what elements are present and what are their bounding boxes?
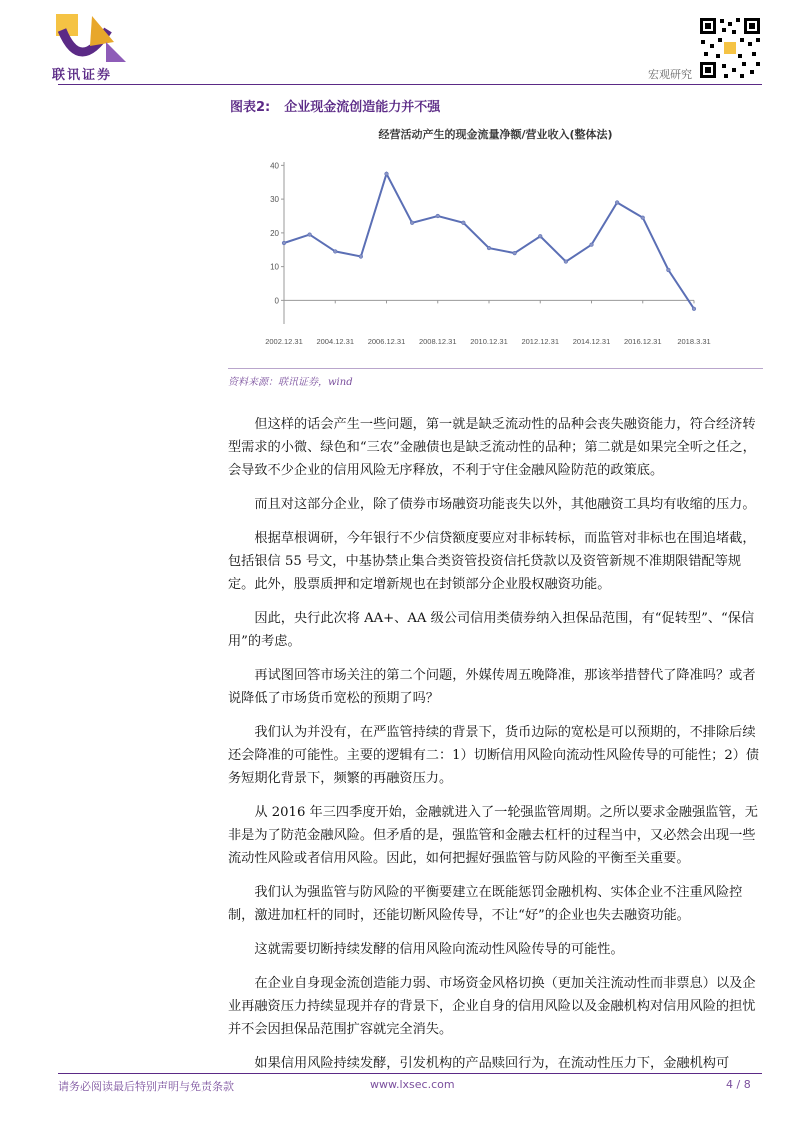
data-point xyxy=(513,251,517,255)
body-paragraph: 这就需要切断持续发酵的信用风险向流动性风险传导的可能性。 xyxy=(254,942,624,957)
body-paragraph: 我们认为并没有，在严监管持续的背景下，货币边际的宽松是可以预期的，不排除后续还会降准的可能性。主要的逻辑有二：1）切断信用风险向流动性风险传导的可能性；2）债务短期化背景下，频繁的再融资压力。 xyxy=(228,725,760,786)
chart-plot xyxy=(228,118,763,368)
x-tick-label: 2002.12.31 xyxy=(265,337,303,346)
footer-divider xyxy=(58,1073,762,1074)
data-point xyxy=(359,255,363,259)
page-number: 4 / 8 xyxy=(726,1078,751,1091)
body-paragraph: 我们认为强监管与防风险的平衡要建立在既能惩罚金融机构、实体企业不注重风险控制，激进加杠杆的同时，还能切断风险传导，不让“好”的企业也失去融资功能。 xyxy=(228,885,743,923)
data-point xyxy=(667,268,671,272)
body-paragraph: 在企业自身现金流创造能力弱、市场资金风格切换（更加关注流动性而非票息）以及企业再融资压力持续显现并存的背景下，企业自身的信用风险以及金融机构对信用风险的担忧并不会因担保品范围扩容就完全消失。 xyxy=(228,976,756,1037)
footer-disclaimer-link[interactable]: 请务必阅读最后特别声明与免责条款 xyxy=(58,1080,234,1093)
data-point xyxy=(641,216,645,220)
y-tick-label: 40 xyxy=(270,161,279,171)
y-tick-label: 30 xyxy=(270,195,279,205)
figure-title xyxy=(230,96,440,115)
data-point xyxy=(385,172,389,176)
company-logo-text: 联讯证券 xyxy=(52,68,113,83)
footer-website-link[interactable]: www.lxsec.com xyxy=(370,1078,455,1091)
body-paragraph: 而且对这部分企业，除了债券市场融资功能丧失以外，其他融资工具均有收缩的压力。 xyxy=(254,497,756,512)
body-text xyxy=(228,413,763,1086)
body-paragraph: 再试图回答市场关注的第二个问题，外媒传周五晚降准，那该举措替代了降准吗？或者说降低了市场货币宽松的预期了吗？ xyxy=(228,668,756,706)
y-tick-label: 10 xyxy=(270,262,279,272)
series-line xyxy=(284,174,694,309)
data-point xyxy=(615,201,619,205)
x-tick-label: 2012.12.31 xyxy=(521,337,560,346)
section-label: 宏观研究 xyxy=(648,68,692,81)
data-point xyxy=(333,250,337,254)
body-paragraph: 从 2016 年三四季度开始，金融就进入了一轮强监管周期。之所以要求金融强监管，无非是为了防范金融风险。但矛盾的是，强监管和金融去杠杆的过程当中，又必然会出现一些流动性风险或者信用风险。因此，如何把握好强监管与防风险的平衡至关重要。 xyxy=(228,805,758,866)
x-tick-label: 2010.12.31 xyxy=(470,337,508,346)
data-point xyxy=(436,214,440,218)
data-point xyxy=(282,241,286,245)
body-paragraph: 如果信用风险持续发酵，引发机构的产品赎回行为，在流动性压力下，金融机构可 xyxy=(254,1056,730,1071)
figure-label: 图表2: xyxy=(230,100,271,115)
y-tick-label: 20 xyxy=(270,228,279,238)
x-tick-label: 2006.12.31 xyxy=(367,337,406,346)
x-tick-label: 2014.12.31 xyxy=(572,337,611,346)
data-point xyxy=(538,234,542,238)
chart xyxy=(228,118,763,368)
data-point xyxy=(410,221,414,225)
x-tick-label: 2018.3.31 xyxy=(677,337,711,346)
x-tick-label: 2004.12.31 xyxy=(316,337,355,346)
chart-title: 经营活动产生的现金流量净额/营业收入(整体法) xyxy=(378,128,613,141)
data-point xyxy=(564,260,568,264)
x-tick-label: 2008.12.31 xyxy=(418,337,457,346)
body-paragraph: 根据草根调研，今年银行不少信贷额度要应对非标转标，而监管对非标也在围追堵截，包括银信 55 号文，中基协禁止集合类资管投资信托贷款以及资管新规不准期限错配等规定。此外，股票质押和定增新规也在封锁部分企业股权融资功能。 xyxy=(228,531,756,592)
source-divider xyxy=(228,368,763,369)
data-point xyxy=(308,233,312,237)
body-paragraph: 但这样的话会产生一些问题，第一就是缺乏流动性的品种会丧失融资能力，符合经济转型需求的小微、绿色和“三农”金融债也是缺乏流动性的品种；第二就是如果完全听之任之，会导致不少企业的信用风险无序释放，不利于守住金融风险防范的政策底。 xyxy=(228,417,756,478)
qr-code-icon xyxy=(698,16,762,80)
y-tick-label: 0 xyxy=(274,296,279,306)
header-divider xyxy=(58,84,762,85)
data-point xyxy=(590,243,594,247)
figure-source: 资料来源：联讯证券，wind xyxy=(228,377,353,388)
data-point xyxy=(692,307,696,311)
x-tick-label: 2016.12.31 xyxy=(623,337,662,346)
data-point xyxy=(487,246,491,250)
body-paragraph: 因此，央行此次将 AA+、AA 级公司信用类债券纳入担保品范围，有“促转型”、“保信用”的考虑。 xyxy=(228,611,755,649)
data-point xyxy=(462,221,466,225)
figure-caption: 企业现金流创造能力并不强 xyxy=(284,100,441,115)
